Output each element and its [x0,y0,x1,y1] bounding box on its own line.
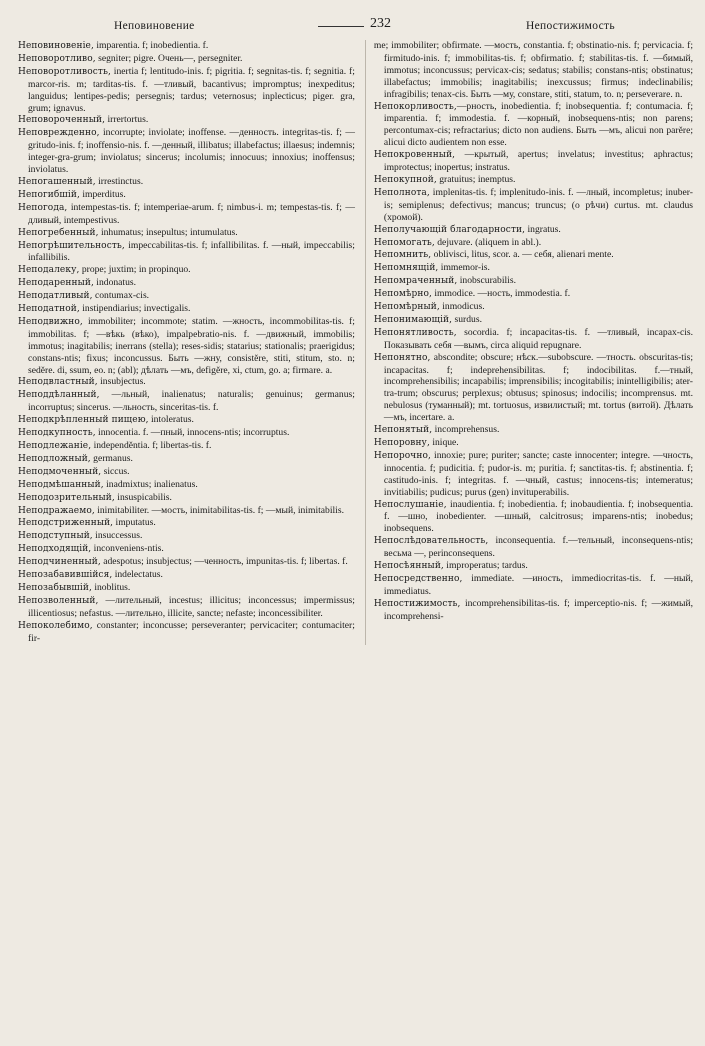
entry-definition: immediate. —иность, immediocritas-tis. f. —ный, immediatus. [383,572,693,597]
entry-definition: inertia f; lentitudo-inis. f; pigritia. f; segnitas-tis. f; segnitia. f; marcor-ris. m; tarditas-tis. f. —тливый, bacantivus; impromptus; inexpeditus; languidus; lentipes-pedis; persegnis; tardus; veternosus; inplecticus; piger. gra, grum; ignavus. [28,65,355,114]
header-right-word: Непостижимость [526,20,615,32]
dictionary-entry [18,176,355,189]
dictionary-entry [374,424,693,437]
entry-headword: Неподложный, [18,453,91,464]
entry-headword: Неподкрѣпленный пищею, [18,415,149,426]
dictionary-entry [18,277,355,290]
entry-definition: inaudientia. f; inobedientia. f; inobaudientia. f; inobsequentia. f. —шно, inobedienter. —шный, calcitrosus; imparens-ntis; inobedus; inobsequens. [383,498,693,535]
entry-headword: Неподкупность, [18,428,96,439]
dictionary-entry [374,288,693,301]
entry-definition: abscondite; obscure; нѣск.—subobscure. —тность. obscuritas-tis; incapacitas. f; indeprehensibilitas. f; indocibilitas. f.—тный, incomprehensibilis; incapabilis; imprensibilis; incogitabilis; inintelligibilis; ater-tra-trum; obscurus; perplexus; obtusus; spinosus; indocilis; incomprensus. mt. nebulosus (туманный); mt. tortuosus, извилистый; mt. tortus (витой). Дѣлать —мъ, incertare. a. [383,351,693,424]
entry-definition: inmodicus. [439,301,485,313]
entry-headword: Неподчиненный, [18,557,101,568]
entry-definition: innoxie; pure; puriter; sancte; caste innocenter; integre. —чность, innocentia. f; pudicitia. f; pudor-is. m; puritia. f; sanctitas-tis. f; abstinentia. f; castitudo-inis. f; integritas. f. —чный, castus; innocens-tis; intemeratus; invitiabilis; pudicus; purus (gen) invituperabilis. [383,449,693,498]
entry-headword: Непокупной, [373,174,437,185]
dictionary-entry [374,149,693,174]
entry-definition: intoleratus. [148,414,194,426]
entry-headword: Непомѣрный, [373,302,440,313]
entry-definition: immodice. —ность, immodestia. f. [431,288,571,300]
entry-definition: inobscurabilis. [457,275,516,287]
dictionary-entry [18,53,355,66]
dictionary-entry [18,389,355,414]
entry-headword: Неподмоченный, [18,466,102,477]
entry-headword: Неподатливый, [18,291,93,302]
entry-headword: Непогрѣшительность, [18,240,125,251]
entry-headword: Неповрежденно, [18,128,100,139]
dictionary-entry [18,66,355,115]
dictionary-entry [18,376,355,389]
entry-definition: insuspicabilis. [114,491,172,503]
entry-definition: insubjectus. [97,376,146,388]
entry-headword: Непогода, [18,202,68,213]
entry-headword: Неподалеку, [18,265,80,276]
dictionary-entry [18,453,355,466]
entry-headword: Непомнящій, [373,263,439,274]
entry-headword: Неподвластный, [18,377,98,388]
entry-headword: Непонимающій, [373,314,453,325]
dictionary-entry [18,264,355,277]
entry-definition: imparentia. f; inobedientia. f. [93,40,209,51]
entry-headword: Непомнить, [373,250,432,261]
dictionary-entry [374,352,693,424]
entry-headword: Непоровну, [373,438,430,448]
page-header [18,14,693,40]
entry-headword: Неподатной, [18,304,80,315]
entry-definition: inique. [429,437,459,448]
entry-definition: indonatus. [93,277,137,289]
dictionary-entry [374,187,693,224]
dictionary-entry [18,517,355,530]
entry-headword: Неподражаемо, [18,505,95,516]
entry-headword: Непонятливость, [373,327,457,338]
entry-definition: independĕntia. f; libertas-tis. f. [91,440,212,451]
dictionary-entry [374,224,693,237]
dictionary-entry [374,262,693,275]
entry-headword: Непомогать, [373,237,435,248]
entry-headword: Неподаренный, [18,278,94,289]
header-rule [318,26,364,27]
entry-headword: Неподстриженный, [18,518,114,529]
entry-headword: Непомѣрно, [373,289,432,300]
entry-definition: incomprehensus. [432,424,500,436]
dictionary-entry [18,492,355,505]
dictionary-entry [18,40,355,53]
entry-headword: Непогибшій, [18,189,80,200]
entry-definition: —лительный, incestus; illicitus; inconcessus; impermissus; illicentiosus; nefastus. —лительно, illicite, sancte; nefaste; inconcessibiliter. [28,594,355,619]
entry-definition: oblivisci, litus, scor. a. — себя, alienari mente. [431,249,614,261]
entry-headword: Неподходящій, [18,544,92,555]
entry-definition: imperditus. [79,188,126,200]
entry-headword: Неподозрительный, [18,492,115,503]
entry-definition: inconveniens-ntis. [91,543,164,555]
entry-definition: segniter; pigre. Очень—, persegniter. [95,52,243,64]
entry-definition: adespotus; insubjectus; —ченность, impunitas-tis. f; libertas. f. [100,556,348,568]
entry-definition: inconsequentia. f.—тельный, inconsequens-ntis; весьма —, perinconsequens. [383,535,693,560]
entry-definition: dejuvare. (aliquem in abl.). [434,236,542,248]
dictionary-entry [18,505,355,518]
entry-headword: Непомраченный, [373,276,458,287]
entry-headword: Неповиновеніе, [18,41,94,51]
entry-headword: Неполнота, [373,187,430,198]
entry-headword: Непогребенный, [18,227,99,238]
entry-headword: Неподвижно, [18,316,83,327]
dictionary-entry [374,174,693,187]
dictionary-entry [18,189,355,202]
dictionary-entry [18,595,355,620]
entry-definition: innocentia. f. —пный, innocens-ntis; incorruptus. [95,427,290,439]
dictionary-entry [18,114,355,127]
entry-definition: imputatus. [113,517,156,529]
entry-definition: intempestas-tis. f; intemperiae-arum. f; nimbus-i. m; tempestas-tis. f; —дливый, intempestivus. [28,201,355,226]
dictionary-entry [374,301,693,314]
dictionary-entry [374,450,693,499]
dictionary-entry [18,582,355,595]
entry-headword: Непокорливость, [373,101,457,112]
dictionary-entry [374,249,693,262]
entry-headword: Непосредственно, [373,573,463,584]
entry-headword: Непослѣдовательность, [373,536,489,547]
dictionary-entry [18,202,355,227]
dictionary-entry [18,290,355,303]
entry-definition: instipendiarius; invectigalis. [79,303,191,315]
entry-headword: Непокровенный, [373,150,456,161]
dictionary-entry [374,237,693,250]
entry-headword: Неподступный, [18,531,93,542]
entry-headword: Непоколебимо, [18,620,93,631]
header-left-word: Неповиновение [114,20,195,32]
entry-definition: implenitas-tis. f; implenitudo-inis. f. —лный, incompletus; inuber-is; semiplenus; defectivus; mancus; truncus; (о рѣчи) curtus. mt. claudus (хромой). [383,186,693,223]
entry-definition: siccus. [101,465,130,477]
entry-definition: gratuitus; inemptus. [436,173,516,185]
dictionary-entry [374,499,693,536]
dictionary-entry [374,101,693,150]
dictionary-entry [18,240,355,265]
dictionary-entry [18,620,355,645]
dictionary-entry [374,40,693,101]
entry-definition: inhumatus; insepultus; intumulatus. [98,226,238,238]
dictionary-entry [18,440,355,453]
entry-definition: impeccabilitas-tis. f; infallibilitas. f. —ный, impeccabilis; infallibilis. [28,239,355,264]
entry-headword: Непозабавившійся, [18,570,113,581]
dictionary-entry [18,569,355,582]
dictionary-entry [374,327,693,352]
dictionary-entry [18,414,355,427]
entry-headword: Непонятно, [373,352,431,363]
entry-definition: immemor-is. [438,262,490,274]
dictionary-entry [18,303,355,316]
entry-headword: Непостижимость, [373,598,461,609]
entry-headword: Неподмѣшанный, [18,479,104,490]
dictionary-entry [374,560,693,573]
entry-headword: Непорочно, [373,450,431,461]
right-column [365,40,693,645]
entry-headword: Неподлежаніе, [18,441,92,451]
entry-headword: Непосѣянный, [373,561,444,572]
entry-definition: —рность, inobedientia. f; inobsequentia. f; contumacia. f; imparentia. f; immodestia. f. —корный, inobsequens-ntis; non parens; percontumax-cis; refractarius; dicto non audiens. Быть —мъ, alicui non parĕre; alicui dicto audientem non esse. [383,100,693,149]
dictionary-entry [18,530,355,543]
entry-headword: Непогашенный, [18,176,96,187]
entry-definition: incomprehensibilitas-tis. f; imperceptio-nis. f; —жимый, incomprehensi- [383,597,693,622]
entry-headword: Непозабывшій, [18,582,92,593]
entry-definition: improperatus; tardus. [443,560,528,572]
entry-headword: Непослушаніе, [373,499,447,510]
dictionary-entry [374,314,693,327]
entry-headword: Неполучающій благодарности, [373,224,526,235]
dictionary-entry [18,543,355,556]
entry-headword: Неповоротливо, [18,53,96,64]
entry-definition: constanter; inconcusse; perseveranter; pervicaciter; contumaciter; fir- [28,619,355,644]
entry-definition: irrestinctus. [95,175,144,187]
entry-definition: insuccessus. [92,530,143,542]
page-number: 232 [370,16,391,31]
dictionary-entry [18,127,355,176]
entry-headword: Непонятый, [373,425,433,436]
dictionary-entry [374,437,693,450]
entry-definition: ingratus. [525,223,561,235]
entry-definition: inimitabiliter. —мость, inimitabilitas-tis. f; —мый, inimitabilis. [94,504,344,516]
dictionary-entry [18,427,355,440]
dictionary-entry [374,598,693,623]
dictionary-entry [374,573,693,598]
entry-definition: contumax-cis. [92,290,150,302]
entry-definition: socordia. f; incapacitas-tis. f. —тливый, incapax-cis. Показывать себя —вымъ, circa aliquid repugnare. [383,326,693,351]
entry-definition: indelectatus. [112,569,163,581]
entry-definition: prope; juxtim; in propinquo. [79,264,191,276]
entry-headword: Неподдѣланный, [18,390,100,401]
entry-headword: Неповоротливость, [18,66,111,77]
dictionary-entry [374,275,693,288]
entry-definition: surdus. [452,313,482,325]
dictionary-entry [18,227,355,240]
left-column [18,40,355,645]
dictionary-entry [18,479,355,492]
columns [18,40,693,645]
entry-definition: inoblitus. [91,581,131,593]
entry-headword: Неповороченный, [18,115,106,126]
entry-headword: Непозволенный, [18,595,99,606]
entry-definition: incorrupte; inviolate; inoffense. —денность. integritas-tis. f; —gritudo-inis. f; inoffensio-nis. f. —денный, illibatus; illabefactus; illaesus; indemnis; integer-gra-grum; inviolatus; sincerus; incolumis; innocuus; innoxius; inoffensus; inviolatus. [28,127,355,176]
entry-definition: —крытый, apertus; invelatus; investitus; aphractus; improtectus; inopertus; instratus. [383,149,693,174]
entry-definition: me; immobiliter; obfirmate. —мость, constantia. f; obstinatio-nis. f; pervicacia. f; firmitudo-inis. f; immobilitas-tis. f; obfirmatio. f; stabilitas-tis. f. —бимый, immotus; inconcussus; pervicax-cis; sedatus; stabilis; constans-ntis; obstinatus; illabefactus; immobilis; inagitabilis; inexcussus; firmus; indeclinabilis; infragibilis; tenax-cis. Быть —му, constare, stiti, statum, to. n; perseverare. n. [373,40,693,100]
dictionary-entry [18,466,355,479]
entry-definition: inadmixtus; inalienatus. [103,478,198,490]
entry-definition: germanus. [90,452,133,464]
entry-definition: —льный, inalienatus; naturalis; genuinus; germanus; incorruptus; sincerus. —льность, sinceritas-tis. f. [28,389,355,414]
dictionary-entry [374,535,693,560]
dictionary-entry [18,556,355,569]
entry-definition: irrertortus. [105,114,149,126]
entry-definition: immobiliter; incommote; statim. —жность, incommobilitas-tis. f; immobilitas. f; —вѣкь (вѣко), impalpebratio-nis. f. —движный, immobilis; immotus; inagitabilis; inerrans (stella); reses-sidis; statarius; stationalis; praerigidus; constans-ntis; fixus; inconcussus. Быть —жну, consistĕre, stiti, stitum, sto. n; sedĕre. di, ssum, eo. n; (abl); дѣлать —мъ, defigĕre, xi, ctum, go. a; firmare. a. [28,315,355,376]
dictionary-entry [18,316,355,377]
